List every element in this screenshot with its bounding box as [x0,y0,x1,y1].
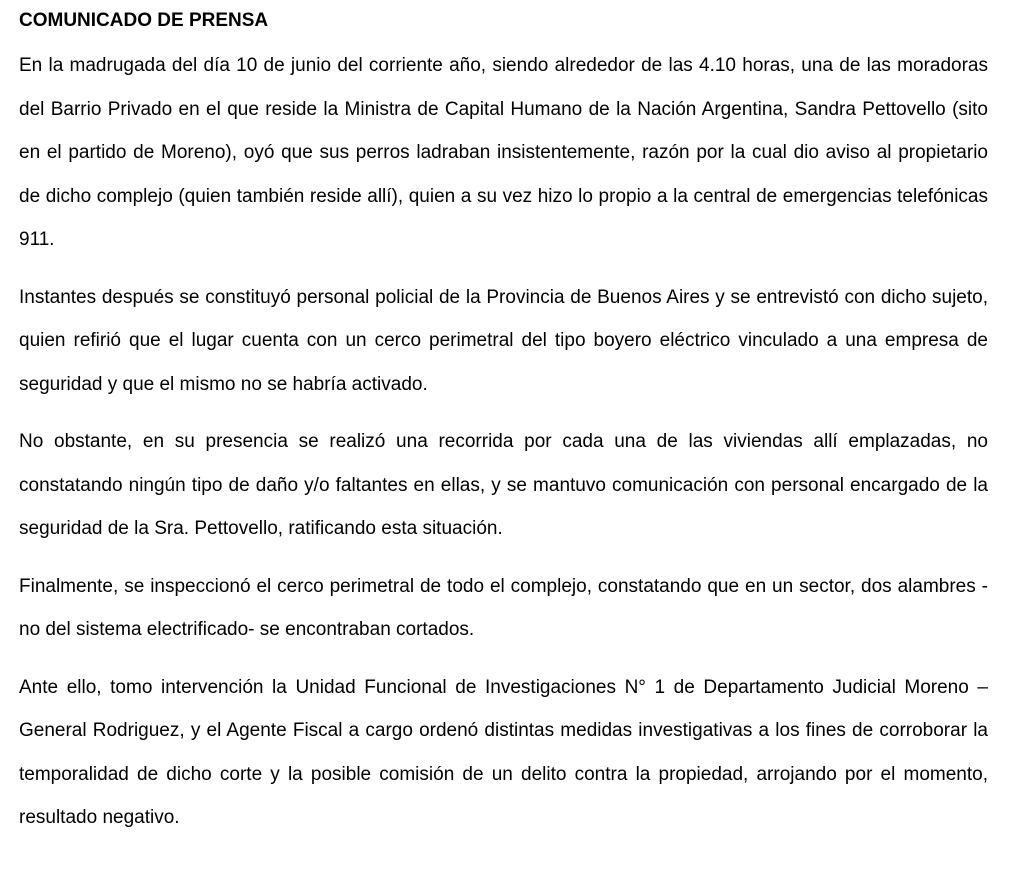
paragraph-3: No obstante, en su presencia se realizó una recorrida por cada una de las viviendas allí emplazadas, no constatando ningún tipo de daño y/o faltantes en ellas, y se mantuvo comunicación con personal encargado de la seguridad de la Sra. Pettovello, ratificando esta situación. [19,431,988,539]
paragraph-2: Instantes después se constituyó personal policial de la Provincia de Buenos Aires y se entrevistó con dicho sujeto, quien refirió que el lugar cuenta con un cerco perimetral del tipo boyero eléctrico vinculado a una empresa de seguridad y que el mismo no se habría activado. [19,286,988,395]
paragraph-5: Ante ello, tomo intervención la Unidad Funcional de Investigaciones N° 1 de Departamento Judicial Moreno – General Rodriguez, y el Agente Fiscal a cargo ordenó distintas medidas investigativas a los fines de corroborar la temporalidad de dicho corte y la posible comisión de un delito contra la propiedad, arrojando por el momento, resultado negativo. [19,676,988,828]
paragraph-1: En la madrugada del día 10 de junio del corriente año, siendo alrededor de las 4.10 horas, una de las moradoras del Barrio Privado en el que reside la Ministra de Capital Humano de la Nación Argentina, Sandra Pettovello (sito en el partido de Moreno), oyó que sus perros ladraban insistentemente, razón por la cual dio aviso al propietario de dicho complejo (quien también reside allí), quien a su vez hizo lo propio a la central de emergencias telefónicas 911. [19,55,988,250]
paragraph-4: Finalmente, se inspeccionó el cerco perimetral de todo el complejo, constatando que en un sector, dos alambres -no del sistema electrificado- se encontraban cortados. [19,575,988,640]
document-title: COMUNICADO DE PRENSA [19,10,269,31]
